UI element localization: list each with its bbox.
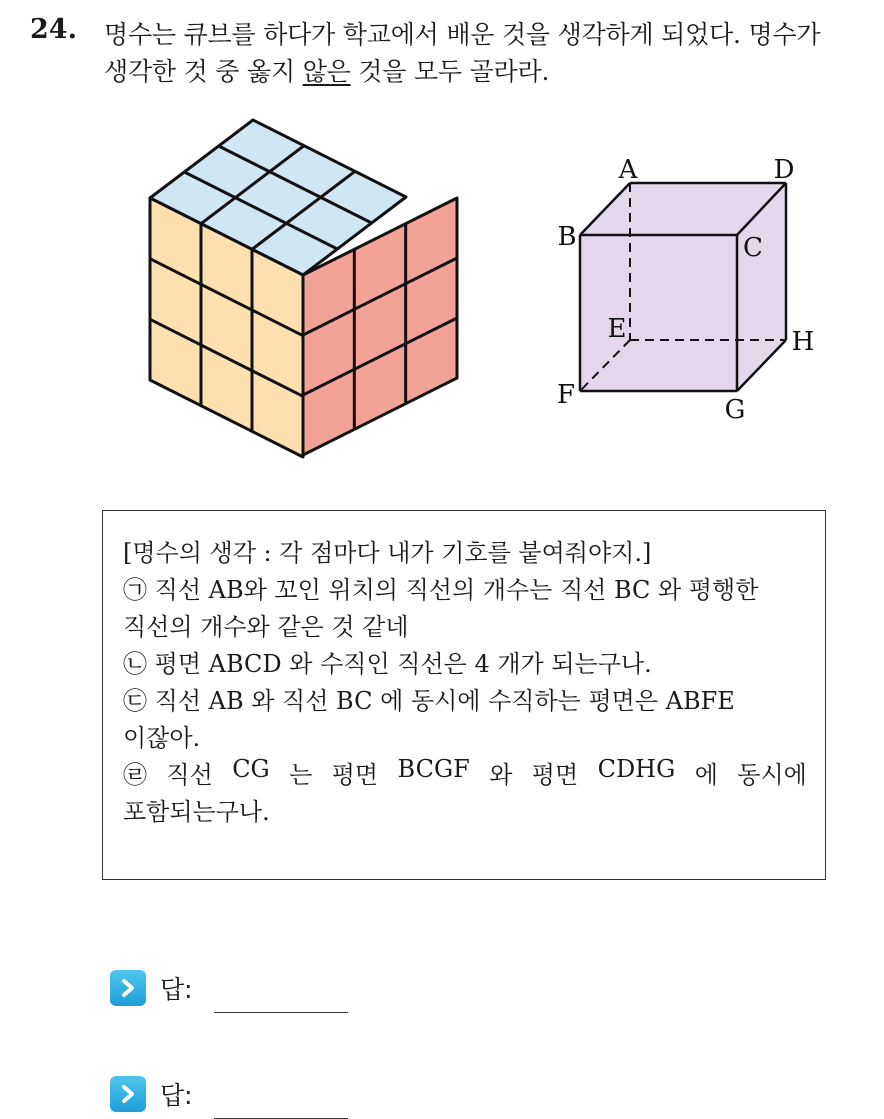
answer-blank[interactable] xyxy=(214,1012,348,1013)
chevron-right-icon xyxy=(110,1076,146,1112)
statement-3-line2: 이잖아. xyxy=(123,724,201,752)
underlined-word: 않은 xyxy=(302,57,351,86)
statement-4-line1 xyxy=(123,755,807,790)
statement-1-line2: 직선의 개수와 같은 것 같네 xyxy=(123,613,409,641)
vertex-label-A: A xyxy=(618,155,638,185)
question-text-pre: 생각한 것 중 옳지 xyxy=(104,57,303,86)
question-number: 24. xyxy=(30,14,77,45)
figure-area xyxy=(0,0,884,500)
statement-4-word: 에 xyxy=(694,761,718,789)
thoughts-box xyxy=(102,510,826,880)
statement-4-word: 평면 xyxy=(331,761,379,789)
answer-row-2 xyxy=(110,1074,193,1114)
statement-4-word: BCGF xyxy=(397,755,470,783)
statement-4-word: ㉣ xyxy=(123,761,147,789)
statement-2: ㉡ 평면 ABCD 와 수직인 직선은 4 개가 되는구나. xyxy=(123,650,652,678)
statement-3-line1: ㉢ 직선 AB 와 직선 BC 에 동시에 수직하는 평면은 ABFE xyxy=(123,687,735,715)
vertex-label-E: E xyxy=(607,314,627,344)
vertex-label-B: B xyxy=(557,222,577,252)
vertex-label-G: G xyxy=(724,395,746,425)
statement-4-word: 직선 xyxy=(166,761,213,789)
answer-label: 답: xyxy=(160,975,193,1004)
statement-4-word: 동시에 xyxy=(737,761,807,789)
labeled-prism xyxy=(557,155,814,425)
statement-4-word: 와 xyxy=(489,761,513,789)
statement-4-word: CDHG xyxy=(597,755,676,783)
vertex-label-F: F xyxy=(556,380,576,410)
answer-label: 답: xyxy=(160,1081,193,1110)
statement-4-word: CG xyxy=(232,755,270,783)
vertex-label-C: C xyxy=(743,233,763,263)
answer-row-1 xyxy=(110,968,193,1008)
question-text-post: 것을 모두 골라라. xyxy=(350,57,550,86)
chevron-right-icon xyxy=(110,970,146,1006)
box-title: [명수의 생각 : 각 점마다 내가 기호를 붙여줘야지.] xyxy=(123,539,652,567)
statement-4-word: 평면 xyxy=(531,761,579,789)
statement-1-line1: ㉠ 직선 AB와 꼬인 위치의 직선의 개수는 직선 BC 와 평행한 xyxy=(123,576,759,604)
statement-4-word: 는 xyxy=(289,761,313,789)
question-text-line1: 명수는 큐브를 하다가 학교에서 배운 것을 생각하게 되었다. 명수가 xyxy=(104,20,821,49)
statement-4-line2: 포함되는구나. xyxy=(123,798,270,826)
rubiks-cube xyxy=(150,120,457,457)
vertex-label-D: D xyxy=(773,155,795,185)
vertex-label-H: H xyxy=(791,327,815,357)
